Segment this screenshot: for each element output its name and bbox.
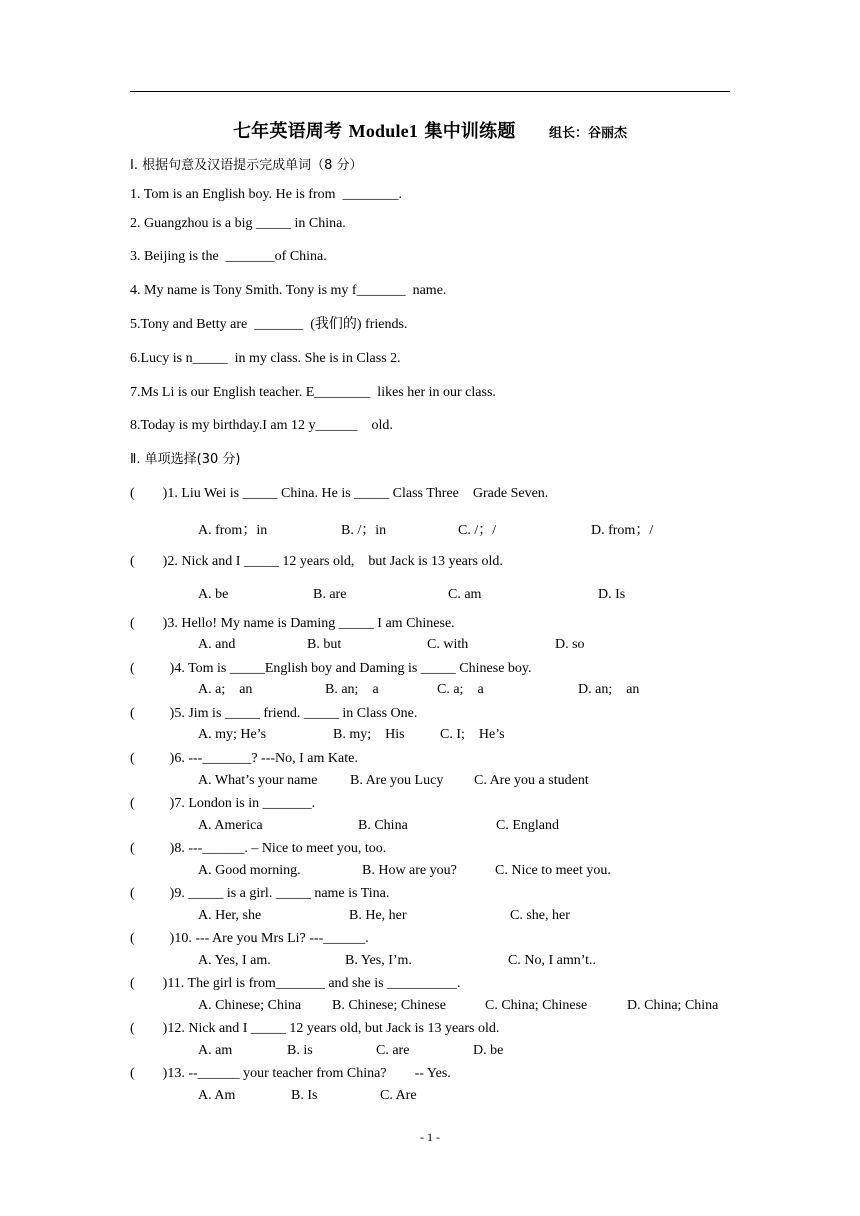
option: D. China; China xyxy=(627,998,719,1013)
answer-paren: ( ) xyxy=(130,1021,168,1036)
option: A. What’s your name xyxy=(198,773,318,788)
question-row xyxy=(130,660,532,678)
answer-paren: ( ) xyxy=(130,1066,168,1081)
question-text: 10. --- Are you Mrs Li? ---______. xyxy=(174,931,369,946)
question-text: 13. --______ your teacher from China? -- Yes. xyxy=(167,1066,451,1081)
question-text: 12. Nick and I _____ 12 years old, but Jack is 13 years old. xyxy=(167,1021,500,1036)
option: D. from；/ xyxy=(591,523,654,538)
question-text: 8. ---______. – Nice to meet you, too. xyxy=(174,841,387,856)
question-row xyxy=(130,840,386,858)
option: B. How are you? xyxy=(362,863,457,878)
answer-paren: ( ) xyxy=(130,931,175,946)
option: D. so xyxy=(555,637,585,652)
answer-paren: ( ) xyxy=(130,661,175,676)
option: D. an; an xyxy=(578,682,640,697)
option: A. a; an xyxy=(198,682,253,697)
question-row xyxy=(130,485,548,503)
question-row xyxy=(130,930,369,948)
option: A. Chinese; China xyxy=(198,998,302,1013)
question-text: 9. _____ is a girl. _____ name is Tina. xyxy=(174,886,390,901)
question-text: 4. Tom is _____English boy and Daming is _____ Chinese boy. xyxy=(174,661,532,676)
answer-paren: ( ) xyxy=(130,616,168,631)
option: D. Is xyxy=(598,587,626,602)
fill-item: 2. Guangzhou is a big _____ in China. xyxy=(130,216,346,231)
question-row xyxy=(130,975,461,993)
question-row xyxy=(130,705,417,723)
question-text: 1. Liu Wei is _____ China. He is _____ Class Three Grade Seven. xyxy=(167,486,549,501)
option: A. am xyxy=(198,1043,233,1058)
question-row xyxy=(130,750,358,768)
answer-paren: ( ) xyxy=(130,706,175,721)
fill-item: 1. Tom is an English boy. He is from ________. xyxy=(130,187,403,202)
page-title xyxy=(0,117,860,143)
answer-paren: ( ) xyxy=(130,976,168,991)
answer-paren: ( ) xyxy=(130,554,168,569)
question-text: 3. Hello! My name is Daming _____ I am Chinese. xyxy=(167,616,455,631)
title-main xyxy=(233,121,516,142)
section-1-heading: Ⅰ. 根据句意及汉语提示完成单词（8 分） xyxy=(130,158,363,173)
question-row xyxy=(130,553,503,571)
title-module: Module1 xyxy=(348,121,419,141)
fill-item: 3. Beijing is the _______of China. xyxy=(130,249,327,264)
option: A. my; He’s xyxy=(198,727,267,742)
option: C. am xyxy=(448,587,482,602)
option: C. with xyxy=(427,637,469,652)
option: B. Are you Lucy xyxy=(350,773,444,788)
question-text: 5. Jim is _____ friend. _____ in Class One. xyxy=(174,706,418,721)
option: C. /；/ xyxy=(458,523,497,538)
option: B. but xyxy=(307,637,342,652)
option: B. my; His xyxy=(333,727,405,742)
option: A. Yes, I am. xyxy=(198,953,271,968)
option: C. No, I amn’t.. xyxy=(508,953,597,968)
option: A. Good morning. xyxy=(198,863,301,878)
group-leader: 组长：谷丽杰 xyxy=(549,126,628,141)
option: A. America xyxy=(198,818,263,833)
option: A. be xyxy=(198,587,229,602)
option: A. Am xyxy=(198,1088,236,1103)
section-2-heading: Ⅱ. 单项选择(30 分) xyxy=(130,452,241,467)
header-rule xyxy=(130,91,730,92)
option: B. China xyxy=(358,818,408,833)
title-tail: 集中训练题 xyxy=(424,121,516,142)
option: B. He, her xyxy=(349,908,407,923)
option: C. I; He’s xyxy=(440,727,505,742)
answer-paren: ( ) xyxy=(130,751,175,766)
question-row xyxy=(130,1020,499,1038)
option: B. are xyxy=(313,587,347,602)
option: B. Yes, I’m. xyxy=(345,953,412,968)
option: B. Is xyxy=(291,1088,318,1103)
option: C. are xyxy=(376,1043,410,1058)
question-row xyxy=(130,615,455,633)
option: C. Nice to meet you. xyxy=(495,863,611,878)
question-row xyxy=(130,885,389,903)
answer-paren: ( ) xyxy=(130,796,175,811)
option: D. be xyxy=(473,1043,504,1058)
question-text: 7. London is in _______. xyxy=(174,796,316,811)
option: B. an; a xyxy=(325,682,379,697)
option: C. England xyxy=(496,818,559,833)
option: C. she, her xyxy=(510,908,570,923)
title-text: 七年英语周考 xyxy=(232,121,343,142)
page-number: - 1 - xyxy=(420,1130,440,1144)
option: C. Are you a student xyxy=(474,773,589,788)
option: A. from；in xyxy=(198,523,268,538)
question-row xyxy=(130,795,315,813)
question-text: 11. The girl is from_______ and she is __________. xyxy=(167,976,461,991)
option: B. /；in xyxy=(341,523,387,538)
question-row xyxy=(130,1065,451,1083)
answer-paren: ( ) xyxy=(130,486,168,501)
fill-item: 7.Ms Li is our English teacher. E________ likes her in our class. xyxy=(130,385,496,400)
option: B. is xyxy=(287,1043,313,1058)
fill-item: 6.Lucy is n_____ in my class. She is in Class 2. xyxy=(130,351,401,366)
option: A. and xyxy=(198,637,236,652)
fill-item: 8.Today is my birthday.I am 12 y______ old. xyxy=(130,418,393,433)
fill-item: 4. My name is Tony Smith. Tony is my f_______ name. xyxy=(130,283,447,298)
question-text: 6. ---_______? ---No, I am Kate. xyxy=(174,751,358,766)
answer-paren: ( ) xyxy=(130,841,175,856)
option: C. a; a xyxy=(437,682,484,697)
option: C. China; Chinese xyxy=(485,998,588,1013)
answer-paren: ( ) xyxy=(130,886,175,901)
option: C. Are xyxy=(380,1088,417,1103)
question-text: 2. Nick and I _____ 12 years old, but Jack is 13 years old. xyxy=(167,554,503,569)
option: B. Chinese; Chinese xyxy=(332,998,446,1013)
fill-item: 5.Tony and Betty are _______ (我们的) friends. xyxy=(130,317,408,332)
option: A. Her, she xyxy=(198,908,262,923)
